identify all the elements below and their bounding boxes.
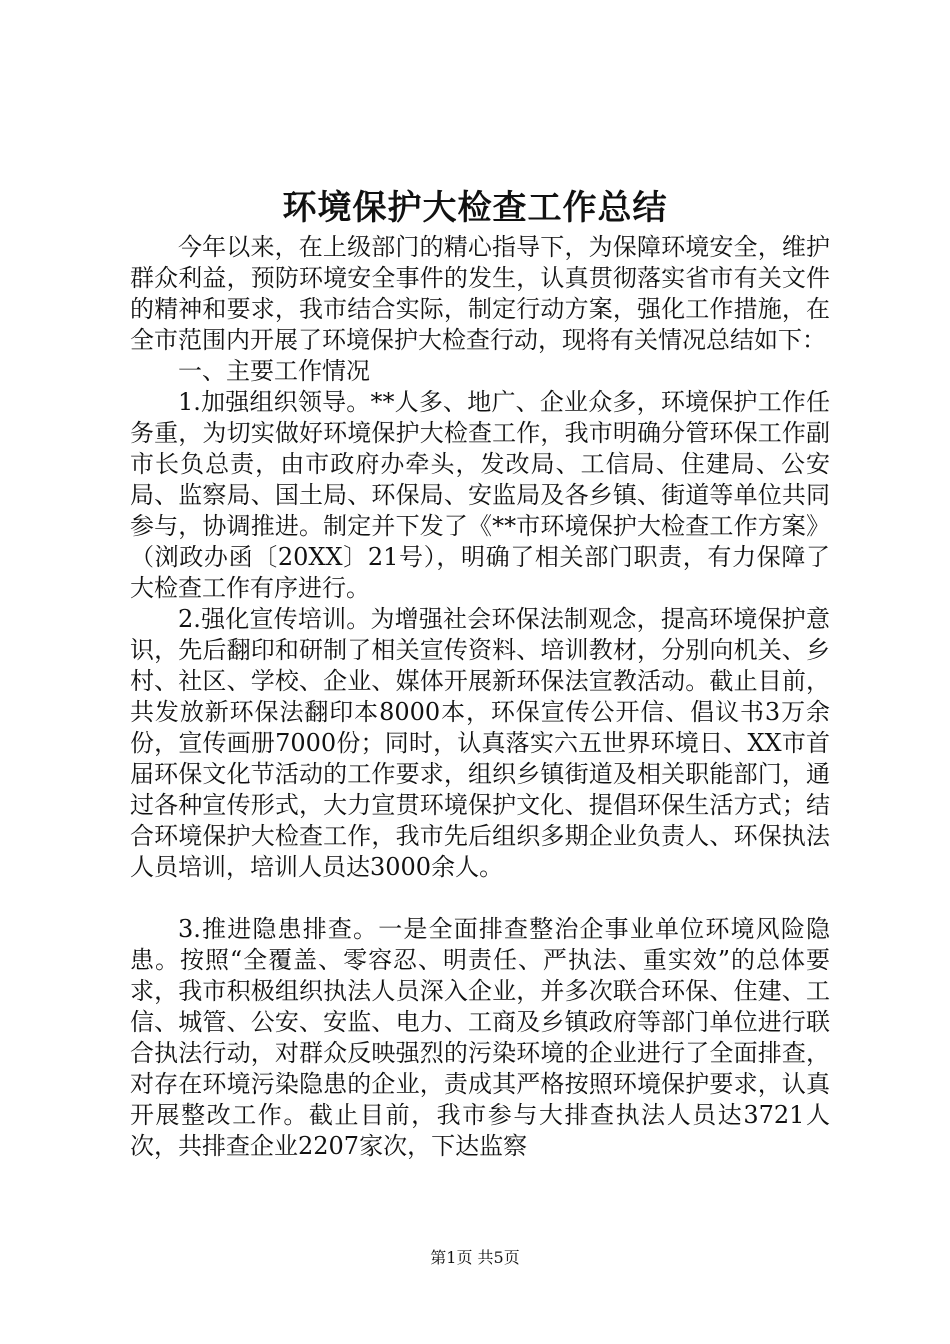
- paragraph-item-2: 2.强化宣传培训。为增强社会环保法制观念，提高环境保护意识，先后翻印和研制了相关宣传资料、培训教材，分别向机关、乡村、社区、学校、企业、媒体开展新环保法宣教活动。截止目前，共发放新环保法翻印本8000本，环保宣传公开信、倡议书3万余份，宣传画册7000份；同时，认真落实六五世界环境日、XX市首届环保文化节活动的工作要求，组织乡镇街道及相关职能部门，通过各种宣传形式，大力宣贯环境保护文化、提倡环保生活方式；结合环境保护大检查工作，我市先后组织多期企业负责人、环保执法人员培训，培训人员达3000余人。: [130, 605, 830, 881]
- page-footer: 第1页 共5页: [430, 1248, 520, 1267]
- paragraph-item-1: 1.加强组织领导。**人多、地广、企业众多，环境保护工作任务重，为切实做好环境保护大检查工作，我市明确分管环保工作副市长负总责，由市政府办牵头，发改局、工信局、住建局、公安局、监察局、国土局、环保局、安监局及各乡镇、街道等单位共同参与，协调推进。制定并下发了《**市环境保护大检查工作方案》（浏政办函〔20XX〕21号），明确了相关部门职责，有力保障了大检查工作有序进行。: [130, 388, 830, 602]
- paragraph-item-3: 3.推进隐患排查。一是全面排查整治企事业单位环境风险隐患。按照“全覆盖、零容忍、明责任、严执法、重实效”的总体要求，我市积极组织执法人员深入企业，并多次联合环保、住建、工信、城管、公安、安监、电力、工商及乡镇政府等部门单位进行联合执法行动，对群众反映强烈的污染环境的企业进行了全面排查，对存在环境污染隐患的企业，责成其严格按照环境保护要求，认真开展整改工作。截止目前，我市参与大排查执法人员达3721人次，共排查企业2207家次，下达监察: [130, 915, 830, 1160]
- section-heading: 一、主要工作情况: [178, 357, 370, 385]
- document-body: [130, 232, 830, 1162]
- paragraph-intro: 今年以来，在上级部门的精心指导下，为保障环境安全，维护群众利益，预防环境安全事件的发生，认真贯彻落实省市有关文件的精神和要求，我市结合实际，制定行动方案，强化工作措施，在全市范围内开展了环境保护大检查行动，现将有关情况总结如下：: [130, 233, 830, 354]
- document-title: 环境保护大检查工作总结: [282, 188, 668, 228]
